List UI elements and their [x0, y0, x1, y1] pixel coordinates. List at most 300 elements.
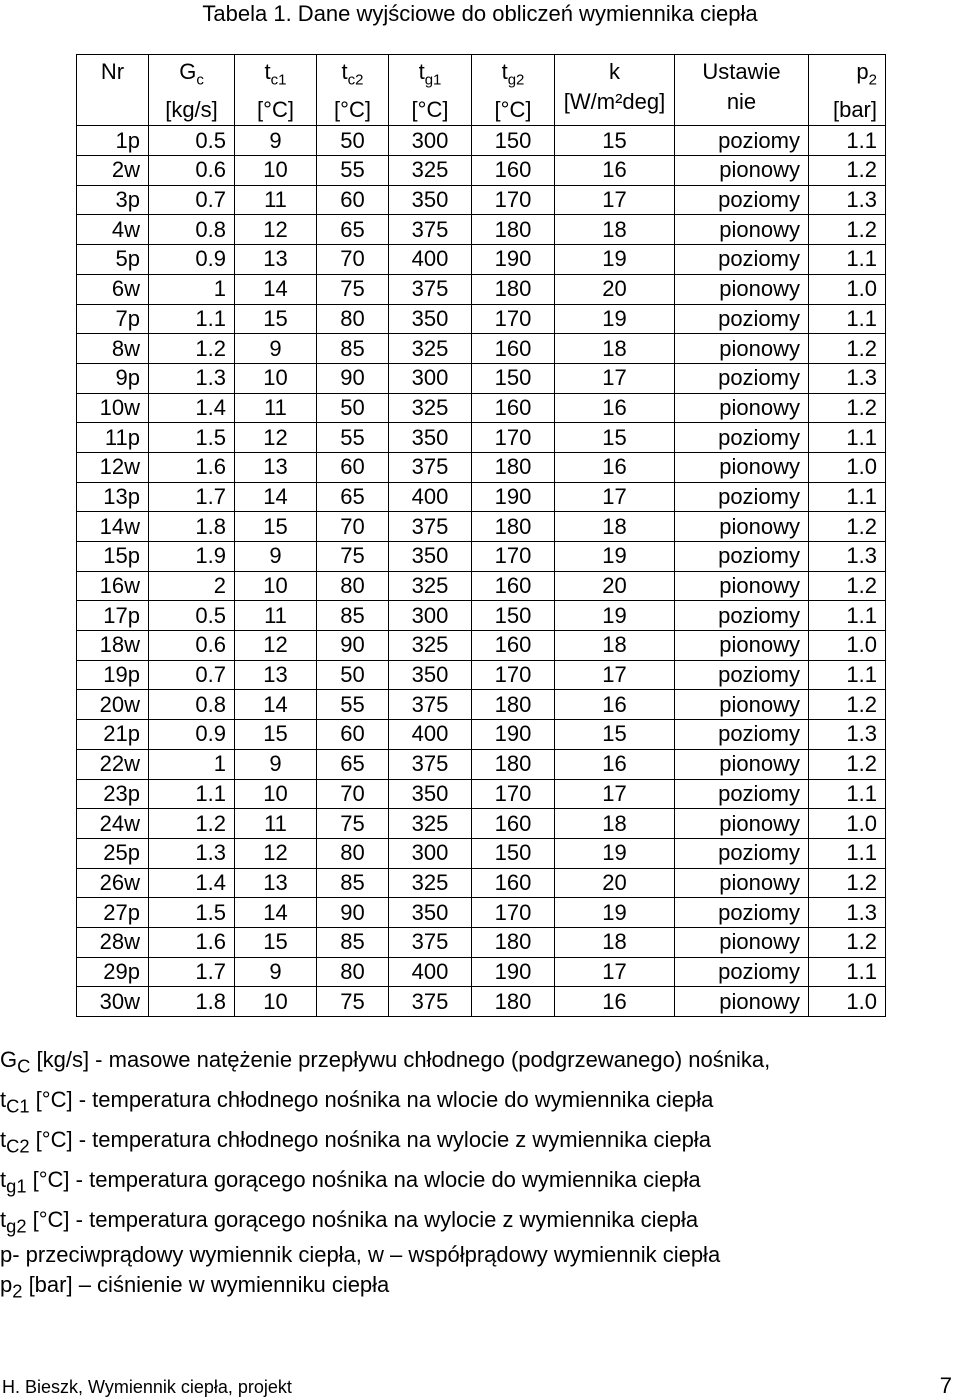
table-cell: poziomy	[675, 363, 809, 393]
table-cell: 90	[317, 363, 389, 393]
table-cell: 1.3	[809, 898, 886, 928]
table-header-row	[77, 55, 886, 126]
table-cell: pionowy	[675, 987, 809, 1017]
table-cell: 375	[389, 512, 472, 542]
table-row	[77, 423, 886, 453]
table-cell: 80	[317, 304, 389, 334]
table-cell: 375	[389, 215, 472, 245]
table-cell: 19	[555, 542, 675, 572]
table-cell: 300	[389, 363, 472, 393]
table-cell: 20	[555, 571, 675, 601]
table-cell: 1.3	[809, 720, 886, 750]
table-cell: 15	[235, 927, 317, 957]
table-cell: 15	[555, 126, 675, 156]
table-cell: 1	[149, 749, 235, 779]
table-cell: pionowy	[675, 334, 809, 364]
column-header-unit: [bar]	[832, 97, 877, 123]
table-cell: 80	[317, 957, 389, 987]
table-cell: 1.3	[809, 542, 886, 572]
table-cell: 18	[555, 512, 675, 542]
table-cell: 1.2	[809, 156, 886, 186]
table-cell: 0.6	[149, 631, 235, 661]
column-header	[149, 55, 235, 126]
table-cell: 1.7	[149, 957, 235, 987]
table-cell: 16	[555, 156, 675, 186]
table-cell: pionowy	[675, 156, 809, 186]
table-cell: 1.0	[809, 274, 886, 304]
table-cell: 1.0	[809, 631, 886, 661]
column-header	[389, 55, 472, 126]
table-cell: 19	[555, 838, 675, 868]
table-cell: 7p	[77, 304, 149, 334]
table-cell: 350	[389, 542, 472, 572]
table-cell: 85	[317, 927, 389, 957]
table-cell: 150	[472, 363, 555, 393]
legend-line: $t_{g2}$ [°C] - temperatura gorącego nośnika na wylocie z wymiennika ciepła	[0, 1207, 699, 1237]
table-cell: 325	[389, 156, 472, 186]
table-cell: 17	[555, 957, 675, 987]
table-cell: 180	[472, 749, 555, 779]
table-cell: 15p	[77, 542, 149, 572]
table-cell: 160	[472, 868, 555, 898]
table-cell: 1.3	[809, 363, 886, 393]
table-cell: 1p	[77, 126, 149, 156]
column-header-unit: [W/m²deg]	[563, 89, 666, 114]
table-cell: 2w	[77, 156, 149, 186]
table-cell: pionowy	[675, 571, 809, 601]
table-cell: poziomy	[675, 601, 809, 631]
table-cell: 1.1	[809, 423, 886, 453]
table-cell: 1.2	[809, 571, 886, 601]
table-cell: poziomy	[675, 542, 809, 572]
table-cell: pionowy	[675, 690, 809, 720]
table-cell: 1.6	[149, 927, 235, 957]
table-cell: 60	[317, 452, 389, 482]
table-row	[77, 215, 886, 245]
table-caption: Tabela 1. Dane wyjściowe do obliczeń wymiennika ciepła	[202, 1, 758, 26]
table-cell: 0.8	[149, 690, 235, 720]
table-cell: 50	[317, 393, 389, 423]
table-cell: poziomy	[675, 779, 809, 809]
table-cell: 11	[235, 601, 317, 631]
table-cell: 1.4	[149, 868, 235, 898]
table-cell: 15	[235, 512, 317, 542]
table-cell: 10	[235, 779, 317, 809]
table-cell: 25p	[77, 838, 149, 868]
table-cell: pionowy	[675, 512, 809, 542]
table-cell: 9	[235, 126, 317, 156]
table-cell: 1.4	[149, 393, 235, 423]
table-cell: 1.2	[149, 334, 235, 364]
column-header-label: $t_{g1}$	[418, 59, 442, 89]
column-header-unit: [kg/s]	[165, 97, 218, 123]
table-cell: 11p	[77, 423, 149, 453]
table-row	[77, 571, 886, 601]
table-cell: 180	[472, 274, 555, 304]
table-cell: 0.9	[149, 720, 235, 750]
table-cell: 5p	[77, 245, 149, 275]
table-cell: 15	[555, 423, 675, 453]
table-row	[77, 512, 886, 542]
table-cell: 1.2	[809, 868, 886, 898]
table-cell: 1.2	[809, 393, 886, 423]
table-cell: 350	[389, 660, 472, 690]
table-cell: 325	[389, 868, 472, 898]
table-cell: 19p	[77, 660, 149, 690]
table-cell: 325	[389, 631, 472, 661]
table-cell: poziomy	[675, 482, 809, 512]
legend-line: $t_{C2}$ [°C] - temperatura chłodnego nośnika na wylocie z wymiennika ciepła	[0, 1127, 711, 1157]
column-header	[555, 55, 675, 126]
table-cell: 70	[317, 779, 389, 809]
table-cell: 1.1	[149, 779, 235, 809]
table-cell: 350	[389, 898, 472, 928]
table-cell: 350	[389, 423, 472, 453]
table-row	[77, 452, 886, 482]
table-cell: 70	[317, 245, 389, 275]
table-cell: 12	[235, 838, 317, 868]
column-header-label: $p_2$	[856, 59, 877, 89]
table-cell: 190	[472, 957, 555, 987]
table-cell: 15	[235, 304, 317, 334]
table-cell: 13	[235, 868, 317, 898]
table-cell: 85	[317, 868, 389, 898]
table-cell: pionowy	[675, 274, 809, 304]
table-cell: 11	[235, 185, 317, 215]
table-cell: 9	[235, 957, 317, 987]
column-header	[317, 55, 389, 126]
table-cell: 4w	[77, 215, 149, 245]
table-cell: 1.3	[149, 363, 235, 393]
table-cell: 1.2	[149, 809, 235, 839]
table-cell: 11	[235, 809, 317, 839]
table-cell: 11	[235, 393, 317, 423]
table-cell: pionowy	[675, 631, 809, 661]
table-cell: poziomy	[675, 185, 809, 215]
table-cell: pionowy	[675, 749, 809, 779]
table-cell: 170	[472, 898, 555, 928]
table-cell: 18	[555, 215, 675, 245]
table-cell: poziomy	[675, 423, 809, 453]
table-row	[77, 363, 886, 393]
table-cell: pionowy	[675, 215, 809, 245]
table-row	[77, 126, 886, 156]
table-cell: 350	[389, 304, 472, 334]
table-cell: 1.1	[809, 779, 886, 809]
table-cell: 1.2	[809, 512, 886, 542]
table-row	[77, 393, 886, 423]
table-cell: 170	[472, 185, 555, 215]
table-cell: 13p	[77, 482, 149, 512]
table-cell: 170	[472, 542, 555, 572]
table-cell: 90	[317, 631, 389, 661]
column-header	[235, 55, 317, 126]
table-row	[77, 779, 886, 809]
table-cell: 190	[472, 245, 555, 275]
table-cell: 400	[389, 957, 472, 987]
page-number: 7	[939, 1373, 952, 1398]
table-cell: 9p	[77, 363, 149, 393]
table-cell: poziomy	[675, 304, 809, 334]
table-cell: 2	[149, 571, 235, 601]
table-row	[77, 720, 886, 750]
table-cell: 21p	[77, 720, 149, 750]
table-cell: 60	[317, 185, 389, 215]
table-cell: 170	[472, 660, 555, 690]
table-cell: 50	[317, 126, 389, 156]
table-cell: 190	[472, 482, 555, 512]
table-cell: 9	[235, 542, 317, 572]
table-cell: 0.6	[149, 156, 235, 186]
table-cell: 1.5	[149, 898, 235, 928]
table-cell: 18w	[77, 631, 149, 661]
table-cell: pionowy	[675, 809, 809, 839]
table-cell: 375	[389, 987, 472, 1017]
table-cell: 150	[472, 838, 555, 868]
table-cell: 9	[235, 749, 317, 779]
column-header-label: k	[609, 59, 620, 84]
table-cell: 85	[317, 334, 389, 364]
table-cell: 160	[472, 571, 555, 601]
table-cell: 19	[555, 304, 675, 334]
table-cell: 325	[389, 334, 472, 364]
table-cell: 75	[317, 987, 389, 1017]
table-cell: 15	[555, 720, 675, 750]
table-cell: 14	[235, 482, 317, 512]
table-cell: 19	[555, 245, 675, 275]
column-header-unit: [°C]	[257, 97, 294, 123]
table-cell: 1.2	[809, 690, 886, 720]
table-row	[77, 868, 886, 898]
table-cell: 17	[555, 660, 675, 690]
table-cell: 80	[317, 571, 389, 601]
table-row	[77, 809, 886, 839]
table-cell: 1.0	[809, 809, 886, 839]
table-row	[77, 898, 886, 928]
table-cell: 18	[555, 334, 675, 364]
column-header-unit: nie	[726, 89, 757, 114]
table-row	[77, 660, 886, 690]
table-cell: 17	[555, 779, 675, 809]
table-cell: 150	[472, 601, 555, 631]
table-cell: 18	[555, 927, 675, 957]
table-cell: 17p	[77, 601, 149, 631]
table-cell: 300	[389, 838, 472, 868]
table-cell: 13	[235, 245, 317, 275]
table-cell: 1.6	[149, 452, 235, 482]
table-cell: 300	[389, 126, 472, 156]
table-cell: poziomy	[675, 126, 809, 156]
table-cell: 170	[472, 423, 555, 453]
table-cell: 1.3	[149, 838, 235, 868]
table-cell: pionowy	[675, 868, 809, 898]
table-cell: 1.9	[149, 542, 235, 572]
table-cell: 14	[235, 274, 317, 304]
table-cell: 14	[235, 690, 317, 720]
table-cell: 10	[235, 987, 317, 1017]
table-cell: 75	[317, 274, 389, 304]
table-cell: 1.8	[149, 512, 235, 542]
table-cell: 1.2	[809, 334, 886, 364]
table-cell: 0.8	[149, 215, 235, 245]
footer-author: H. Bieszk, Wymiennik ciepła, projekt	[2, 1377, 292, 1397]
table-cell: poziomy	[675, 957, 809, 987]
table-cell: 180	[472, 512, 555, 542]
table-cell: pionowy	[675, 927, 809, 957]
table-row	[77, 482, 886, 512]
table-cell: 1.5	[149, 423, 235, 453]
table-cell: 18	[555, 809, 675, 839]
table-cell: 13	[235, 452, 317, 482]
table-cell: 190	[472, 720, 555, 750]
table-cell: 20w	[77, 690, 149, 720]
table-row	[77, 927, 886, 957]
table-cell: 90	[317, 898, 389, 928]
column-header-label: $t_{c1}$	[264, 59, 287, 89]
table-cell: 19	[555, 601, 675, 631]
column-header-label: $G_c$	[179, 59, 204, 89]
table-cell: poziomy	[675, 245, 809, 275]
table-cell: 160	[472, 631, 555, 661]
table-cell: 55	[317, 690, 389, 720]
table-cell: 15	[235, 720, 317, 750]
table-cell: 30w	[77, 987, 149, 1017]
legend-line: $G_C$ [kg/s] - masowe natężenie przepływu chłodnego (podgrzewanego) nośnika,	[0, 1047, 771, 1077]
table-cell: 1.1	[809, 245, 886, 275]
table-cell: 16	[555, 393, 675, 423]
table-cell: 1.7	[149, 482, 235, 512]
table-row	[77, 156, 886, 186]
table-cell: 17	[555, 363, 675, 393]
data-table	[76, 54, 886, 1017]
column-header	[675, 55, 809, 126]
table-cell: 1	[149, 274, 235, 304]
table-cell: 1.1	[809, 838, 886, 868]
table-cell: 1.3	[809, 185, 886, 215]
table-cell: 75	[317, 809, 389, 839]
table-cell: 1.1	[809, 660, 886, 690]
table-cell: 8w	[77, 334, 149, 364]
table-cell: 1.0	[809, 452, 886, 482]
table-cell: 170	[472, 304, 555, 334]
table-cell: poziomy	[675, 838, 809, 868]
table-row	[77, 304, 886, 334]
legend-line: $t_{g1}$ [°C] - temperatura gorącego nośnika na wlocie do wymiennika ciepła	[0, 1167, 701, 1197]
table-cell: 0.7	[149, 660, 235, 690]
table-cell: 23p	[77, 779, 149, 809]
table-cell: 16	[555, 749, 675, 779]
table-cell: 375	[389, 927, 472, 957]
table-row	[77, 631, 886, 661]
column-header-unit: [°C]	[334, 97, 371, 123]
legend-line: $p_2$ [bar] – ciśnienie w wymienniku ciepła	[0, 1272, 390, 1302]
table-row	[77, 185, 886, 215]
column-header-label: $t_{c2}$	[341, 59, 364, 89]
table-cell: 55	[317, 423, 389, 453]
column-header-unit: [°C]	[411, 97, 449, 123]
table-row	[77, 274, 886, 304]
table-cell: 12	[235, 215, 317, 245]
table-cell: 375	[389, 452, 472, 482]
table-row	[77, 838, 886, 868]
table-cell: 180	[472, 987, 555, 1017]
table-cell: poziomy	[675, 720, 809, 750]
table-cell: 1.2	[809, 927, 886, 957]
table-cell: 12	[235, 423, 317, 453]
table-cell: 0.5	[149, 126, 235, 156]
legend-line: p- przeciwprądowy wymiennik ciepła, w – współprądowy wymiennik ciepła	[0, 1242, 721, 1267]
column-header	[809, 55, 886, 126]
table-cell: 160	[472, 334, 555, 364]
table-cell: 180	[472, 215, 555, 245]
table-cell: poziomy	[675, 660, 809, 690]
table-cell: 1.1	[809, 957, 886, 987]
table-cell: 375	[389, 690, 472, 720]
table-cell: 24w	[77, 809, 149, 839]
table-cell: 50	[317, 660, 389, 690]
table-row	[77, 334, 886, 364]
table-cell: 13	[235, 660, 317, 690]
table-cell: 10	[235, 156, 317, 186]
table-cell: 6w	[77, 274, 149, 304]
table-cell: 65	[317, 215, 389, 245]
table-cell: 10	[235, 363, 317, 393]
table-cell: 10	[235, 571, 317, 601]
table-cell: 16	[555, 690, 675, 720]
table-cell: 375	[389, 749, 472, 779]
table-row	[77, 987, 886, 1017]
table-cell: 17	[555, 185, 675, 215]
table-cell: 28w	[77, 927, 149, 957]
table-cell: 150	[472, 126, 555, 156]
table-row	[77, 601, 886, 631]
table-cell: 29p	[77, 957, 149, 987]
table-cell: 20	[555, 868, 675, 898]
table-cell: 1.8	[149, 987, 235, 1017]
table-cell: pionowy	[675, 452, 809, 482]
table-cell: 1.2	[809, 215, 886, 245]
table-row	[77, 749, 886, 779]
column-header-label: Ustawie	[702, 59, 781, 84]
table-cell: 9	[235, 334, 317, 364]
table-cell: 325	[389, 571, 472, 601]
table-cell: 0.7	[149, 185, 235, 215]
table-cell: pionowy	[675, 393, 809, 423]
table-cell: 300	[389, 601, 472, 631]
table-cell: 16w	[77, 571, 149, 601]
table-cell: 400	[389, 720, 472, 750]
table-cell: 80	[317, 838, 389, 868]
table-cell: 3p	[77, 185, 149, 215]
table-cell: poziomy	[675, 898, 809, 928]
table-cell: 18	[555, 631, 675, 661]
table-cell: 160	[472, 393, 555, 423]
table-cell: 14	[235, 898, 317, 928]
table-cell: 1.1	[809, 126, 886, 156]
table-cell: 12w	[77, 452, 149, 482]
table-row	[77, 245, 886, 275]
table-cell: 1.0	[809, 987, 886, 1017]
table-cell: 350	[389, 779, 472, 809]
table-cell: 27p	[77, 898, 149, 928]
table-cell: 180	[472, 927, 555, 957]
table-cell: 170	[472, 779, 555, 809]
column-header	[472, 55, 555, 126]
table-cell: 10w	[77, 393, 149, 423]
table-cell: 1.1	[809, 304, 886, 334]
table-cell: 325	[389, 809, 472, 839]
table-cell: 65	[317, 482, 389, 512]
